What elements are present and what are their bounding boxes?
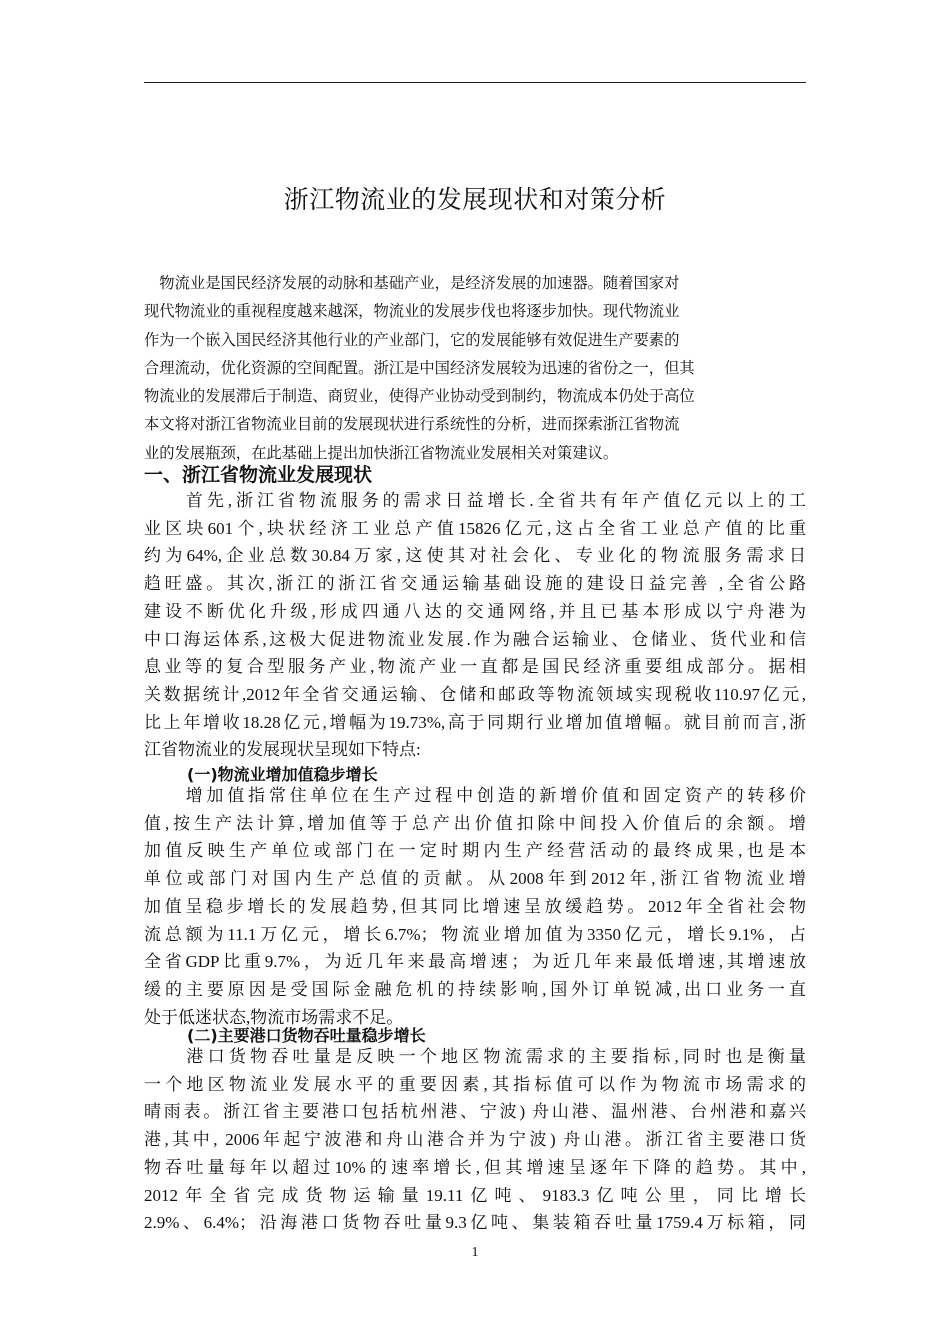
abstract	[144, 269, 806, 467]
paragraph-line: 息业等的复合型服务产业,物流产业一直都是国民经济重要组成部分。据相	[144, 657, 806, 677]
paragraph-2	[144, 782, 806, 1031]
paragraph-line: 江省物流业的发展现状呈现如下特点:	[144, 740, 421, 760]
page-number: 1	[471, 1245, 479, 1260]
abstract-line: 本文将对浙江省物流业目前的发展现状进行系统性的分析，进而探索浙江省物流	[144, 415, 680, 434]
paragraph-line: 关数据统计,2012年全省交通运输、仓储和邮政等物流领域实现税收110.97亿元,	[144, 684, 806, 704]
paragraph-line: 加值呈稳步增长的发展趋势,但其同比增速呈放缓趋势。2012年全省社会物	[144, 896, 806, 916]
paragraph-line: 建设不断优化升级,形成四通八达的交通网络,并且已基本形成以宁舟港为	[144, 601, 806, 621]
paragraph-line: 中口海运体系,这极大促进物流业发展.作为融合运输业、仓储业、货代业和信	[144, 629, 806, 649]
paragraph-line: 港,其中, 2006年起宁波港和舟山港合并为宁波) 舟山港。浙江省主要港口货	[144, 1130, 806, 1150]
header-rule	[144, 82, 806, 83]
abstract-line: 物流业的发展滞后于制造、商贸业，使得产业协动受到制约，物流成本仍处于高位	[144, 387, 695, 406]
paragraph-line: 比上年增收18.28亿元,增幅为19.73%,高于同期行业增加值增幅。就目前而言,浙	[144, 712, 806, 732]
abstract-line: 物流业是国民经济发展的动脉和基础产业，是经济发展的加速器。随着国家对	[144, 274, 680, 292]
abstract-line: 现代物流业的重视程度越来越深，物流业的发展步伐也将逐步加快。现代物流业	[144, 302, 680, 321]
paragraph-line: 2012年全省完成货物运输量19.11亿吨、9183.3亿吨公里，同比增长	[144, 1185, 806, 1205]
subsection-heading: (二)主要港口货物吞吐量稳步增长	[187, 1026, 426, 1045]
paragraph-line: 加值反映生产单位或部门在一定时期内生产经营活动的最终成果,也是本	[144, 841, 806, 861]
paragraph-line: 单位或部门对国内生产总值的贡献。从2008年到2012年,浙江省物流业增	[144, 869, 806, 889]
paragraph-line: 趋旺盛。其次,浙江的浙江省交通运输基础设施的建设日益完善 ,全省公路	[144, 574, 806, 594]
paragraph-line: 缓的主要原因是受国际金融危机的持续影响,国外订单锐减,出口业务一直	[144, 979, 806, 999]
paragraph-line: 流总额为11.1万亿元，增长6.7%；物流业增加值为3350亿元，增长9.1%，占	[144, 924, 806, 944]
paragraph-line: 首先,浙江省物流服务的需求日益增长.全省共有年产值亿元以上的工	[144, 491, 806, 510]
paragraph-line: 全省GDP比重9.7%，为近几年来最高增速；为近几年来最低增速,其增速放	[144, 952, 806, 972]
paragraph-line: 业区块601个,块状经济工业总产值15826亿元,这占全省工业总产值的比重	[144, 518, 806, 538]
paragraph-line: 约为64%,企业总数30.84万家,这使其对社会化、专业化的物流服务需求日	[144, 546, 806, 566]
paragraph-line: 处于低迷状态,物流市场需求不足。	[144, 1007, 404, 1027]
document-title: 浙江物流业的发展现状和对策分析	[283, 185, 667, 214]
paragraph-line: 晴雨表。浙江省主要港口包括杭州港、宁波) 舟山港、温州港、台州港和嘉兴	[144, 1102, 806, 1122]
subsection-heading: (一)物流业增加值稳步增长	[187, 765, 378, 784]
paragraph-line: 值,按生产法计算,增加值等于总产出价值扣除中间投入价值后的余额。增	[144, 813, 806, 833]
paragraph-line: 一个地区物流业发展水平的重要因素,其指标值可以作为物流市场需求的	[144, 1074, 806, 1094]
paragraph-line: 物吞吐量每年以超过10%的速率增长,但其增速呈逐年下降的趋势。其中,	[144, 1157, 806, 1177]
paragraph-line: 增加值指常住单位在生产过程中创造的新增价值和固定资产的转移价	[144, 786, 806, 805]
paragraph-1	[144, 487, 806, 764]
section-heading: 一、浙江省物流业发展现状	[144, 464, 373, 486]
paragraph-line: 2.9%、6.4%；沿海港口货物吞吐量9.3亿吨、集装箱吞吐量1759.4万标箱，同	[144, 1213, 806, 1233]
paragraph-line: 港口货物吞吐量是反映一个地区物流需求的主要指标,同时也是衡量	[144, 1047, 806, 1066]
abstract-line: 作为一个嵌入国民经济其他行业的产业部门，它的发展能够有效促进生产要素的	[144, 330, 680, 349]
abstract-line: 合理流动，优化资源的空间配置。浙江是中国经济发展较为迅速的省份之一，但其	[144, 358, 695, 377]
abstract-line: 业的发展瓶颈，在此基础上提出加快浙江省物流业发展相关对策建议。	[144, 443, 619, 462]
paragraph-3	[144, 1043, 806, 1237]
